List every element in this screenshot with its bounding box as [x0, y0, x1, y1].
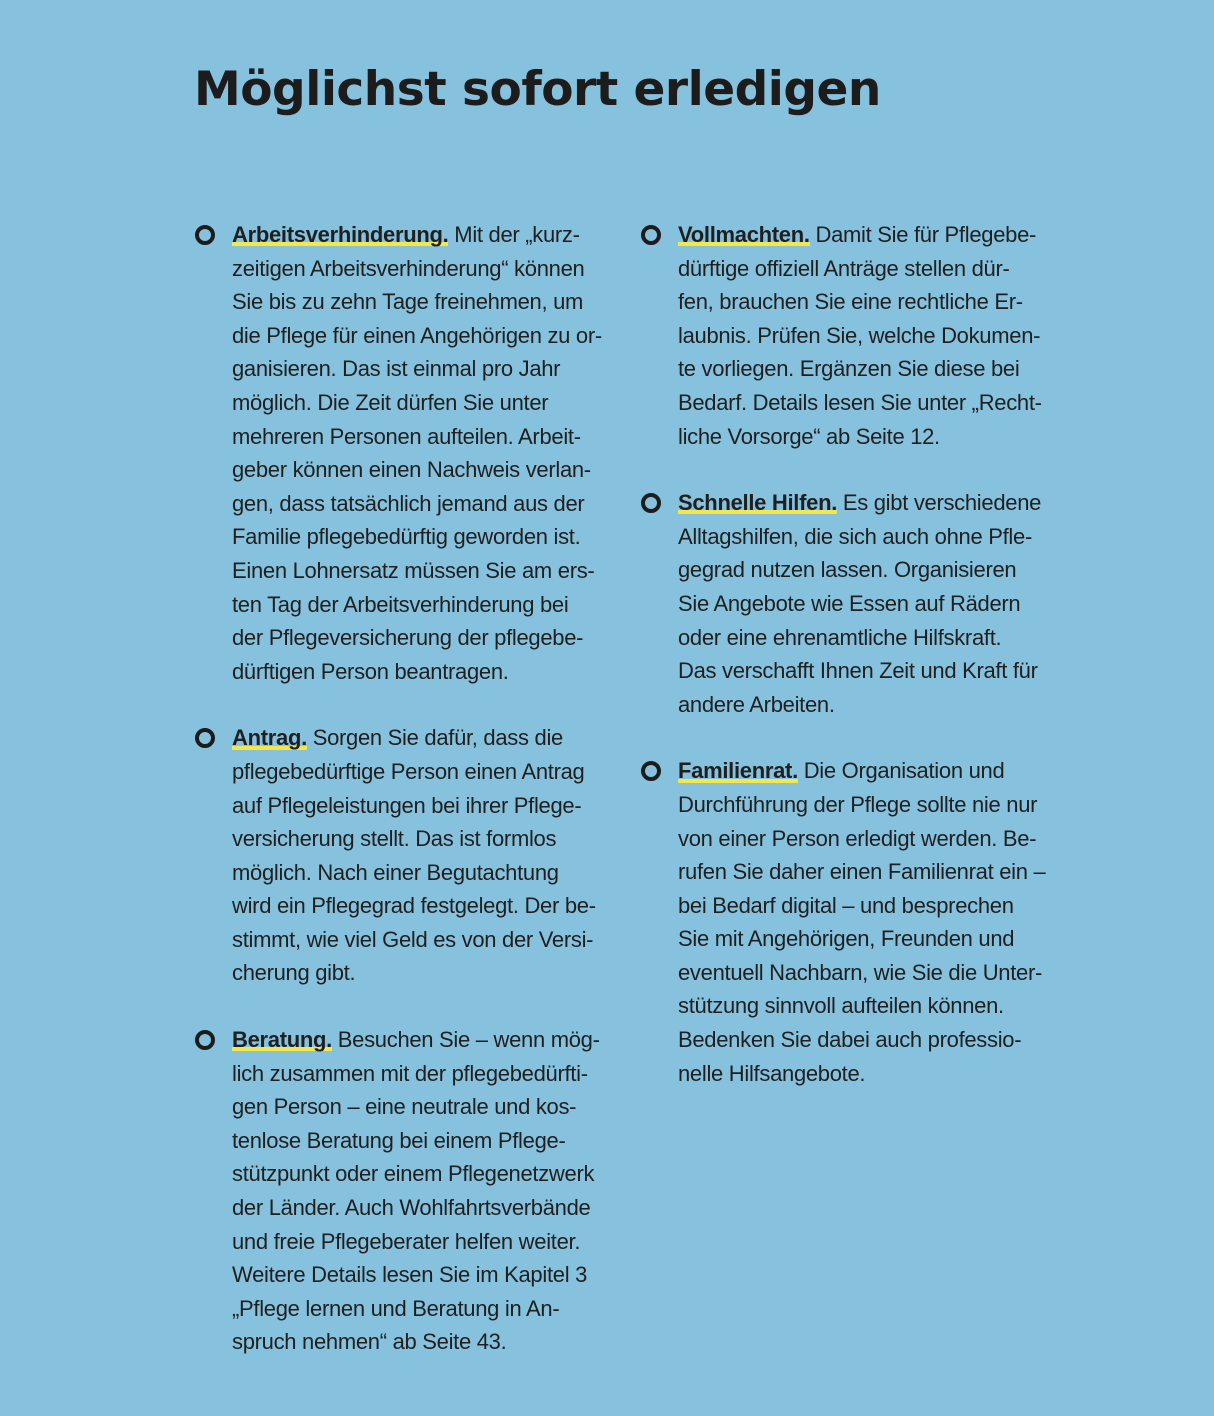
list-item-beratung: [194, 1023, 614, 1359]
bullet-circle-icon: [641, 225, 661, 245]
item-heading: Vollmachten.: [678, 222, 810, 247]
page-title: Möglichst sofort erledigen: [194, 62, 881, 117]
item-body: Damit Sie für Pflegebe- dürftige offiziell Anträge stellen dür- fen, brauchen Sie eine rechtliche Er- laubnis. Prüfen Sie, welche Dokumen- te vorliegen. Ergänzen Sie diese bei Bedarf. Details lesen Sie unter „Recht- liche Vorsorge“ ab Seite 12.: [678, 222, 1042, 449]
item-text: [232, 218, 614, 688]
item-body: Die Organisation und Durchführung der Pflege sollte nie nur von einer Person erledigt werden. Be- rufen Sie daher einen Familienrat ein – bei Bedarf digital – und besprechen Sie mit Angehörigen, Freunden und eventuell Nachbarn, wie Sie die Unter- stützung sinnvoll aufteilen können. Bedenken Sie dabei auch professio- nelle Hilfsangebote.: [678, 758, 1046, 1086]
right-column: [640, 218, 1060, 1123]
list-item-arbeitsverhinderung: [194, 218, 614, 688]
list-item-schnelle-hilfen: [640, 486, 1060, 721]
bullet-circle-icon: [641, 493, 661, 513]
item-text: [232, 721, 614, 990]
item-body: Es gibt verschiedene Alltagshilfen, die sich auch ohne Pfle- gegrad nutzen lassen. Organisieren Sie Angebote wie Essen auf Rädern oder eine ehrenamtliche Hilfskraft. Das verschafft Ihnen Zeit und Kraft für andere Arbeiten.: [678, 490, 1042, 717]
item-heading: Beratung.: [232, 1027, 332, 1053]
item-text: [678, 486, 1060, 721]
item-text: [678, 754, 1060, 1090]
list-item-antrag: [194, 721, 614, 990]
list-item-familienrat: [640, 754, 1060, 1090]
left-column: [194, 218, 614, 1392]
bullet-circle-icon: [195, 1030, 215, 1050]
list-item-vollmachten: [640, 218, 1060, 453]
bullet-circle-icon: [195, 225, 215, 245]
item-heading: Arbeitsverhinderung.: [232, 222, 449, 247]
item-body: Mit der „kurz- zeitigen Arbeitsverhinderung“ können Sie bis zu zehn Tage freinehmen, um die Pflege für einen Angehörigen zu or- ganisieren. Das ist einmal pro Jahr möglich. Die Zeit dürfen Sie unter mehreren Personen aufteilen. Arbeit- geber können einen Nachweis verlan- gen, dass tatsächlich jemand aus der Familie pflegebedürftig geworden ist. Einen Lohnersatz müssen Sie am ers- ten Tag der Arbeitsverhinderung bei der Pflegeversicherung der pflegebe- dürftigen Person beantragen.: [232, 222, 602, 684]
item-heading: Familienrat.: [678, 758, 798, 784]
item-body: Besuchen Sie – wenn mög- lich zusammen mit der pflegebedürfti- gen Person – eine neutrale und kos- tenlose Beratung bei einem Pflege- stützpunkt oder einem Pflegenetzwerk der Länder. Auch Wohlfahrtsverbände und freie Pflegeberater helfen weiter. Weitere Details lesen Sie im Kapitel 3 „Pflege lernen und Beratung in An- spruch nehmen“ ab Seite 43.: [232, 1027, 600, 1355]
item-text: [678, 218, 1060, 453]
bullet-circle-icon: [641, 761, 661, 781]
item-heading: Schnelle Hilfen.: [678, 490, 838, 516]
item-text: [232, 1023, 614, 1359]
item-body: Sorgen Sie dafür, dass die pflegebedürftige Person einen Antrag auf Pflegeleistungen bei ihrer Pflege- versicherung stellt. Das ist formlos möglich. Nach einer Begutachtung wird ein Pflegegrad festgelegt. Der be- stimmt, wie viel Geld es von der Versi- cherung gibt.: [232, 725, 596, 986]
bullet-circle-icon: [195, 728, 215, 748]
item-heading: Antrag.: [232, 725, 307, 751]
